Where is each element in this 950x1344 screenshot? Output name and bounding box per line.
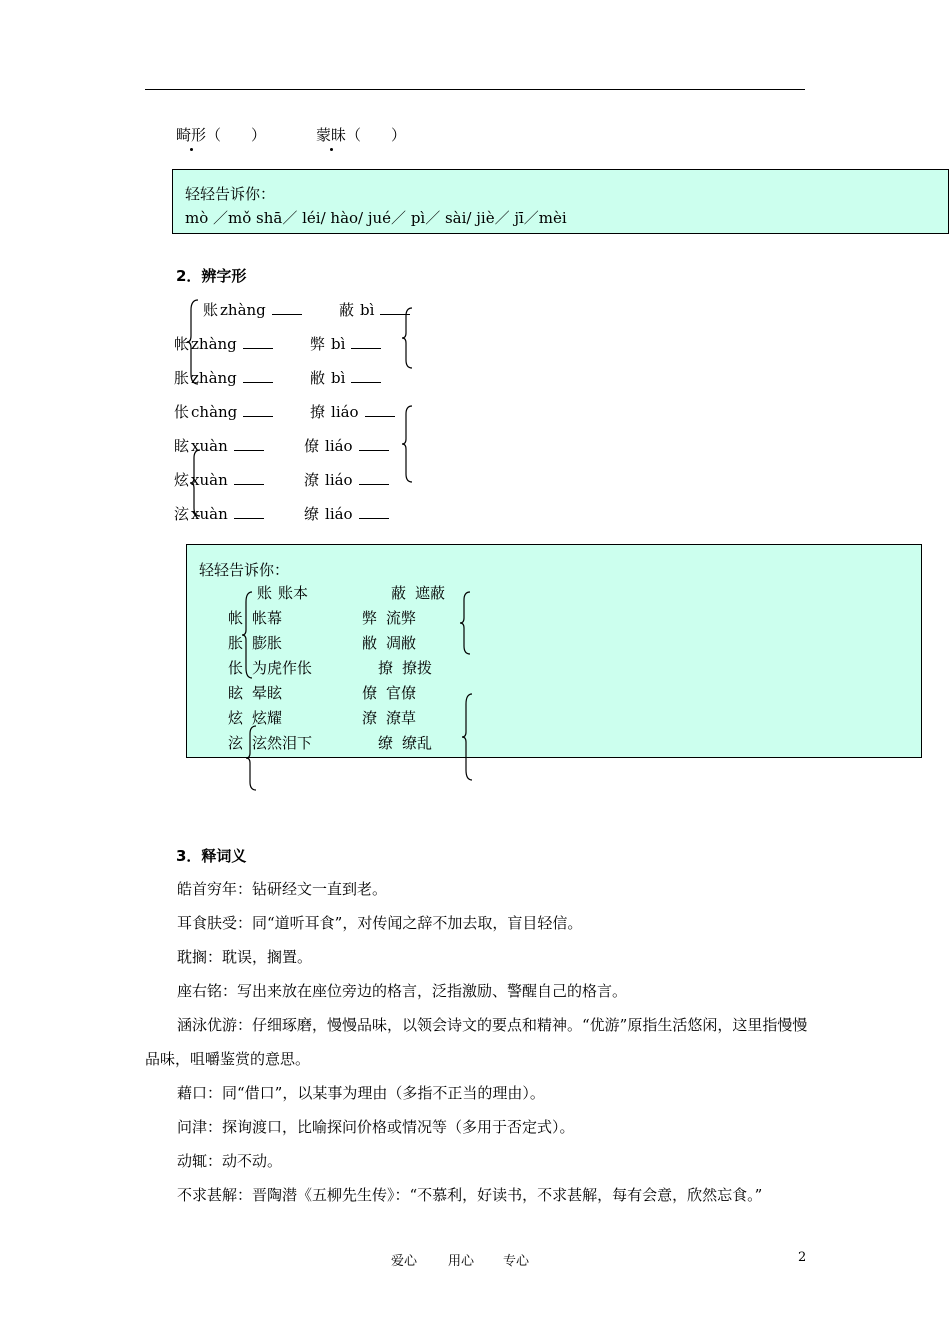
footer-motto-1: 爱心: [391, 1254, 418, 1269]
pinyin: zhàng: [191, 369, 237, 387]
char: 撩: [310, 403, 326, 421]
definition-entry: 动辄：动不动。: [177, 1152, 283, 1170]
char: 蔽: [339, 301, 355, 319]
char: 伥: [228, 659, 244, 677]
brace-hint-xuan: [244, 724, 260, 792]
example-word: 潦草: [386, 709, 417, 727]
hint-box-2: [186, 544, 922, 758]
definition-entry: 座右铭：写出来放在座位旁边的格言，泛指激励、警醒自己的格言。: [177, 982, 628, 1000]
definition-entry: 问津：探询渡口，比喻探问价格或情况等（多用于否定式）。: [177, 1118, 575, 1136]
char-row: [310, 333, 381, 354]
hint-row: [378, 732, 432, 753]
answer-blank: [243, 370, 273, 383]
char: 僚: [362, 684, 378, 702]
pinyin-item-1: [176, 124, 266, 145]
char-row: [203, 299, 302, 320]
answer-blank: [243, 404, 273, 417]
char: 眩: [174, 437, 190, 455]
char: 伥: [174, 403, 190, 421]
char-row: [304, 435, 389, 456]
char: 炫: [228, 709, 244, 727]
brace-left-zhang: [186, 298, 202, 386]
pinyin: bì: [360, 301, 375, 319]
example-word: 凋敝: [386, 634, 417, 652]
pinyin: liáo: [331, 403, 359, 421]
char: 眩: [228, 684, 244, 702]
definition-entry: 涵泳优游：仔细琢磨，慢慢品味，以领会诗文的要点和精神。“优游”原指生活悠闲，这里指慢慢品味，咀嚼鉴赏的意思。: [145, 1016, 808, 1068]
example-word: 帐幕: [252, 609, 283, 627]
brace-hint-bi: [458, 590, 474, 656]
answer-blank: [272, 302, 302, 315]
brace-right-bi: [400, 306, 416, 370]
example-word: 炫耀: [252, 709, 283, 727]
char: 胀: [174, 369, 190, 387]
header-rule: [145, 89, 805, 90]
example-word: 晕眩: [252, 684, 283, 702]
char-row: [304, 469, 389, 490]
hint-box-1: [172, 169, 949, 234]
pinyin: xuàn: [191, 471, 228, 489]
brace-hint-zhang: [240, 590, 256, 680]
example-word: 官僚: [386, 684, 417, 702]
definition-entry: 耽搁：耽误，搁置。: [177, 948, 313, 966]
example-word: 为虎作伥: [252, 659, 313, 677]
pinyin: liáo: [325, 437, 353, 455]
answer-parens: （ ）: [346, 126, 407, 144]
hint-row: [362, 707, 416, 728]
brace-right-liao: [400, 404, 416, 484]
example-word: 账本: [278, 584, 309, 602]
answer-blank: [234, 506, 264, 519]
hint-title: 轻轻告诉你：: [199, 561, 290, 579]
answer-parens: （ ）: [206, 126, 267, 144]
section-heading-2: 2．辨字形: [176, 267, 247, 285]
pinyin: xuàn: [191, 437, 228, 455]
definition-entry: 皓首穷年：钻研经文一直到老。: [177, 880, 388, 898]
answer-blank: [365, 404, 395, 417]
pinyin: bì: [331, 335, 346, 353]
brace-hint-liao: [460, 692, 476, 782]
example-word: 遮蔽: [415, 584, 446, 602]
hint-answers: mò ／mǒ shā／ léi/ hào/ jué／ pì／ sài/ jiè／ jī／mèi: [185, 209, 567, 227]
hint-row: [228, 732, 312, 753]
char: 潦: [362, 709, 378, 727]
char: 账: [203, 301, 219, 319]
example-word: 泫然泪下: [252, 734, 313, 752]
answer-blank: [359, 472, 389, 485]
hint-row: [362, 632, 416, 653]
char: 缭: [378, 734, 394, 752]
char: 敝: [310, 369, 326, 387]
char: 蔽: [391, 584, 407, 602]
hint-title: 轻轻告诉你：: [185, 185, 276, 203]
answer-blank: [243, 336, 273, 349]
pinyin-word: 蒙昧: [316, 126, 347, 144]
pinyin: liáo: [325, 471, 353, 489]
pinyin: zhàng: [191, 335, 237, 353]
example-word: 撩拨: [402, 659, 433, 677]
hint-row: [362, 682, 416, 703]
brace-left-xuan: [188, 448, 204, 518]
pinyin: xuàn: [191, 505, 228, 523]
pinyin: liáo: [325, 505, 353, 523]
char: 泫: [228, 734, 244, 752]
char-row: [174, 401, 273, 422]
char: 帐: [228, 609, 244, 627]
answer-blank: [234, 472, 264, 485]
footer-motto-3: 专心: [503, 1254, 530, 1269]
example-word: 流弊: [386, 609, 417, 627]
definition-entry: 耳食肤受：同“道听耳食”，对传闻之辞不加去取，盲目轻信。: [177, 914, 583, 932]
hint-row: [391, 582, 445, 603]
char-row: [310, 401, 395, 422]
definition-entry: 藉口：同“借口”，以某事为理由（多指不正当的理由）。: [177, 1084, 545, 1102]
char: 弊: [362, 609, 378, 627]
example-word: 膨胀: [252, 634, 283, 652]
page-number: 2: [798, 1250, 807, 1265]
hint-row: [228, 682, 282, 703]
char: 帐: [174, 335, 190, 353]
char: 缭: [304, 505, 320, 523]
answer-blank: [359, 438, 389, 451]
char: 炫: [174, 471, 190, 489]
pinyin: chàng: [191, 403, 238, 421]
hint-row: [362, 607, 416, 628]
char: 胀: [228, 634, 244, 652]
footer-motto-2: 用心: [448, 1254, 475, 1269]
pinyin-item-2: [316, 124, 406, 145]
char: 撩: [378, 659, 394, 677]
char: 弊: [310, 335, 326, 353]
answer-blank: [351, 370, 381, 383]
pinyin-word: 畸形: [176, 126, 207, 144]
answer-blank: [351, 336, 381, 349]
pinyin: bì: [331, 369, 346, 387]
hint-row: [378, 657, 432, 678]
char: 泫: [174, 505, 190, 523]
section-heading-3: 3．释词义: [176, 847, 247, 865]
char-row: [310, 367, 381, 388]
char-row: [304, 503, 389, 524]
example-word: 缭乱: [402, 734, 433, 752]
definition-entry: 不求甚解：晋陶潜《五柳先生传》：“不慕利，好读书，不求甚解，每有会意，欣然忘食。”: [177, 1186, 763, 1204]
char: 敝: [362, 634, 378, 652]
pinyin: zhàng: [220, 301, 266, 319]
char: 潦: [304, 471, 320, 489]
hint-row: [257, 582, 308, 603]
char: 僚: [304, 437, 320, 455]
answer-blank: [359, 506, 389, 519]
answer-blank: [234, 438, 264, 451]
char: 账: [257, 584, 273, 602]
